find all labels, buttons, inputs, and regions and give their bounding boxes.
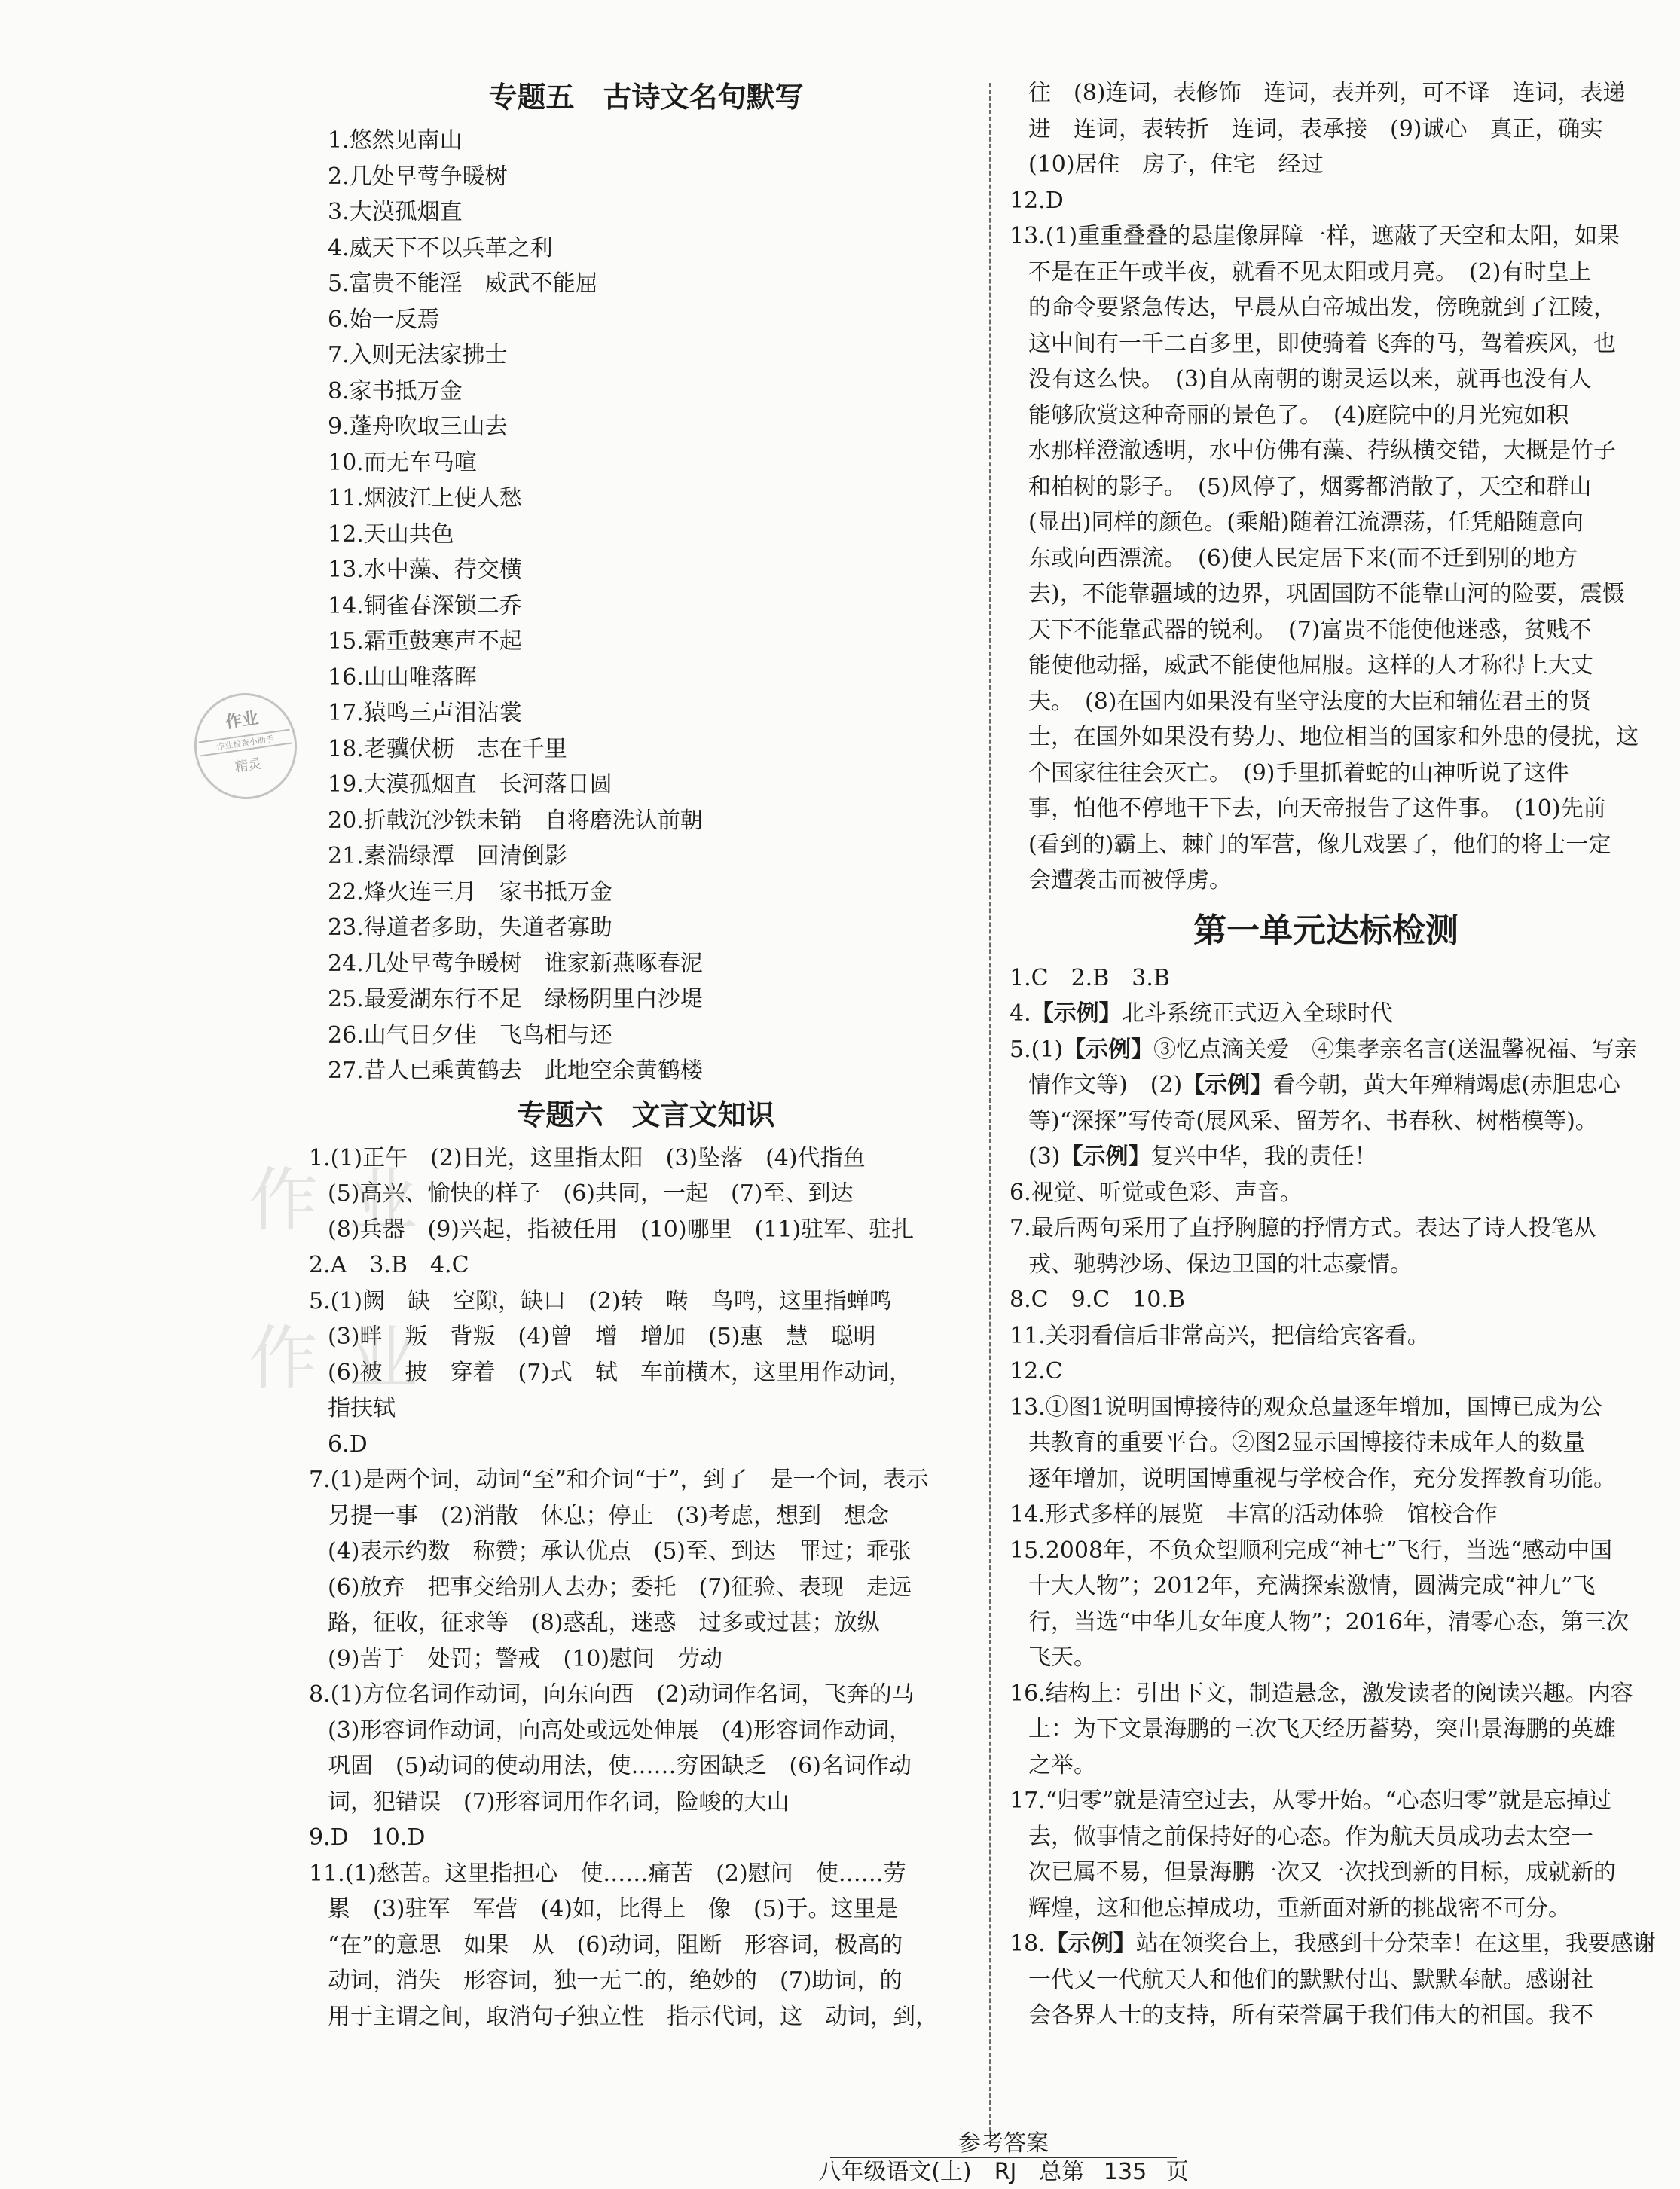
answer-line: (6)放弃 把事交给别人去办；委托 (7)征验、表现 走远	[328, 1574, 912, 1601]
answer-line: 水那样澄澈透明，水中仿佛有藻、荇纵横交错，大概是竹子	[1028, 438, 1616, 464]
q-number: 4.	[1010, 1000, 1031, 1027]
answer-line: 7.(1)是两个词，动词“至”和介词“于”，到了 是一个词，表示	[309, 1467, 929, 1493]
homework-stamp-logo	[188, 686, 304, 806]
example-tag: 【示例】	[1063, 1036, 1154, 1063]
answer-line: 8.家书抵万金	[328, 377, 463, 405]
answer-line: 戎、驰骋沙场、保边卫国的壮志豪情。	[1028, 1250, 1413, 1278]
answer-line: (4)表示约数 称赞；承认优点 (5)至、到达 罪过；乖张	[328, 1538, 912, 1565]
answer-line: (5)高兴、愉快的样子 (6)共同，一起 (7)至、到达	[328, 1180, 854, 1207]
answer-line: 20.折戟沉沙铁未销 自将磨洗认前朝	[328, 807, 703, 834]
answer-line: 之举。	[1028, 1751, 1096, 1778]
answer-line: 士，在国外如果没有势力、地位相当的国家和外患的侵扰，这	[1028, 724, 1639, 750]
answer-line: 去，做事情之前保持好的心态。作为航天员成功去太空一	[1028, 1823, 1593, 1850]
answer-line: 27.昔人已乘黄鹤去 此地空余黄鹤楼	[328, 1058, 703, 1084]
answer-line: 天下不能靠武器的锐利。 (7)富贵不能使他迷惑，贫贱不	[1028, 616, 1592, 643]
right-column	[1010, 75, 1656, 2034]
answer-line: 11.(1)愁苦。这里指担心 使……痛苦 (2)慰问 使……劳	[309, 1860, 906, 1887]
answer-text: 复兴中华，我的责任！	[1150, 1143, 1377, 1170]
answer-line: (显出)同样的颜色。(乘船)随着江流漂荡，任凭船随意向	[1028, 509, 1584, 536]
watermark: 作业	[249, 1318, 448, 1399]
answer-line: 13.①图1说明国博接待的观众总量逐年增加，国博已成为公	[1010, 1394, 1602, 1421]
answer-line: (6)被 披 穿着 (7)式 轼 车前横木，这里用作动词，	[328, 1359, 912, 1386]
answer-line: 逐年增加，说明国博重视与学校合作，充分发挥教育功能。	[1028, 1465, 1616, 1492]
answer-line: 一代又一代航天人和他们的默默付出、默默奉献。感谢社	[1028, 1966, 1593, 1993]
answer-line: 词，犯错误 (7)形容词用作名词，险峻的大山	[328, 1788, 790, 1815]
right-top-list	[1010, 75, 1642, 899]
answer-line: 动词，消失 形容词，独一无二的，绝妙的 (7)助词，的	[328, 1968, 903, 1994]
answer-line: 1.C 2.B 3.B	[1010, 964, 1170, 991]
answer-line: (3)形容词作动词，向高处或远处伸展 (4)形容词作动词，	[328, 1717, 912, 1744]
answer-line	[1010, 1032, 1642, 1068]
page-footer	[789, 2130, 1218, 2187]
answer-line: 7.入则无法家拂士	[328, 342, 508, 368]
stamp-middle-text: 作业检查小助手	[199, 729, 292, 757]
answer-line	[1010, 1926, 1656, 1962]
answer-line: 11.烟波江上使人愁	[328, 485, 522, 511]
answer-line: 6.始一反焉	[328, 306, 440, 333]
answer-text: 看今朝，黄大年殚精竭虑(赤胆忠心	[1272, 1072, 1620, 1098]
answer-line: 1.(1)正午 (2)日光，这里指太阳 (3)坠落 (4)代指鱼	[309, 1144, 866, 1171]
answer-line: 6.D	[328, 1430, 368, 1458]
answer-line: 能使他动摇，威武不能使他屈服。这样的人才称得上大丈	[1028, 652, 1593, 679]
answer-line: (9)苦于 处罚；警戒 (10)慰问 劳动	[328, 1645, 723, 1672]
answer-text: (3)	[1028, 1143, 1061, 1170]
answer-line: 18.老骥伏枥 志在千里	[328, 735, 567, 762]
answer-line: 19.大漠孤烟直 长河落日圆	[328, 771, 612, 798]
answer-line	[1010, 1139, 1642, 1175]
answer-line: 夫。 (8)在国内如果没有坚守法度的大臣和辅佐君王的贤	[1028, 688, 1592, 715]
answer-line: 13.(1)重重叠叠的悬崖像屏障一样，遮蔽了天空和太阳，如果	[1010, 223, 1620, 249]
answer-line: 4.威天下不以兵革之利	[328, 234, 553, 261]
answer-line: 1.悠然见南山	[328, 127, 463, 154]
answer-line: 东或向西漂流。 (6)使人民定居下来(而不迁到别的地方	[1028, 545, 1578, 572]
answer-text: 北斗系统正式迈入全球时代	[1121, 1000, 1393, 1027]
answer-line: 累 (3)驻军 军营 (4)如，比得上 像 (5)于。这里是	[328, 1896, 899, 1922]
answer-line: 11.关羽看信后非常高兴，把信给宾客看。	[1010, 1322, 1430, 1349]
answer-line: 个国家往往会灭亡。 (9)手里抓着蛇的山神听说了这件	[1028, 759, 1569, 786]
answer-line: 共教育的重要平台。②图2显示国博接待未成年人的数量	[1028, 1430, 1586, 1456]
answer-line: 7.最后两句采用了直抒胸臆的抒情方式。表达了诗人投笔从	[1010, 1215, 1596, 1241]
answer-line: (10)居住 房子，住宅 经过	[1028, 151, 1324, 178]
answer-line: 飞天。	[1028, 1644, 1096, 1671]
q-number: 18.	[1010, 1931, 1046, 1957]
stamp-bottom-text: 精灵	[234, 756, 263, 776]
example-tag: 【示例】	[1031, 1000, 1122, 1027]
answer-line: 辉煌，这和他忘掉成功，重新面对新的挑战密不可分。	[1028, 1894, 1571, 1922]
answer-line: (8)兵器 (9)兴起，指被任用 (10)哪里 (11)驻军、驻扎	[328, 1216, 915, 1243]
footer-page-number: 八年级语文(上) RJ 总第 135 页	[818, 2159, 1189, 2185]
answer-line: 等)“深探”写传奇(展风采、留芳名、书春秋、树楷模等)。	[1028, 1107, 1598, 1134]
unit1-answers	[1010, 1175, 1642, 1927]
answer-line: 9.蓬舟吹取三山去	[328, 414, 508, 440]
answer-line: 2.A 3.B 4.C	[309, 1252, 469, 1278]
answer-line: 没有这么快。 (3)自从南朝的谢灵运以来，就再也没有人	[1028, 366, 1592, 392]
watermark: 作业	[249, 1160, 448, 1241]
answer-line: 12.天山共色	[328, 521, 454, 548]
answer-line: 2.几处早莺争暖树	[328, 163, 508, 190]
section6-list	[309, 1140, 983, 2035]
answer-line: 不是在正午或半夜，就看不见太阳或月亮。 (2)有时皇上	[1028, 258, 1592, 285]
answer-line: 用于主谓之间，取消句子独立性 指示代词，这 动词，到，	[328, 2003, 938, 2030]
column-divider	[989, 83, 991, 2132]
answer-line: 23.得道者多助，失道者寡助	[328, 914, 612, 941]
answer-line: 往 (8)连词，表修饰 连词，表并列，可不译 连词，表递	[1028, 80, 1626, 106]
answer-line: 行，当选“中华儿女年度人物”；2016年，清零心态，第三次	[1028, 1608, 1630, 1635]
example-tag: 【示例】	[1182, 1072, 1273, 1098]
answer-line: 去)，不能靠疆域的边界，巩固国防不能靠山河的险要，震慑	[1028, 581, 1625, 607]
answer-line: 的命令要紧急传达，早晨从白帝城出发，傍晚就到了江陵，	[1028, 295, 1616, 321]
answer-line	[1010, 996, 1642, 1032]
answer-line: 上：为下文景海鹏的三次飞天经历蓄势，突出景海鹏的英雄	[1028, 1716, 1616, 1742]
answer-line: 事，怕他不停地干下去，向天帝报告了这件事。 (10)先前	[1028, 795, 1606, 822]
answer-line: 12.C	[1010, 1358, 1063, 1385]
answer-line: 进 连词，表转折 连词，表承接 (9)诚心 真正，确实	[1028, 115, 1603, 142]
answer-line: 指扶轼	[328, 1395, 396, 1421]
answer-line: 3.大漠孤烟直	[328, 199, 463, 225]
answer-line: 16.结构上：引出下文，制造悬念，激发读者的阅读兴趣。内容	[1010, 1680, 1633, 1707]
answer-line: 25.最爱湖东行不足 绿杨阴里白沙堤	[328, 986, 703, 1012]
answer-line: 16.山山唯落晖	[328, 664, 477, 691]
q-number: 5.(1)	[1010, 1036, 1064, 1063]
answer-line: 5.富贵不能淫 威武不能屈	[328, 270, 598, 297]
answer-line: 15.2008年，不负众望顺利完成“神七”飞行，当选“感动中国	[1010, 1537, 1613, 1564]
answer-text: 站在领奖台上，我感到十分荣幸！在这里，我要感谢	[1135, 1931, 1656, 1957]
section5-list	[309, 123, 983, 1089]
answer-line: (看到的)霸上、棘门的军营，像儿戏罢了，他们的将士一定	[1028, 831, 1611, 858]
stamp-top-text: 作业	[224, 709, 260, 733]
answer-line: 8.(1)方位名词作动词，向东向西 (2)动词作名词，飞奔的马	[309, 1681, 915, 1708]
answer-line: 这中间有一千二百多里，即使骑着飞奔的马，驾着疾风，也	[1028, 330, 1616, 357]
section5-title: 专题五 古诗文名句默写	[488, 81, 804, 114]
unit1-title: 第一单元达标检测	[1193, 911, 1459, 950]
answer-line: 巩固 (5)动词的使动用法，使……穷困缺乏 (6)名词作动	[328, 1753, 912, 1779]
answer-line: 会遭袭击而被俘虏。	[1028, 867, 1232, 893]
answer-line: 14.形式多样的展览 丰富的活动体验 馆校合作	[1010, 1501, 1498, 1528]
left-column	[309, 72, 983, 2035]
answer-line: (3)畔 叛 背叛 (4)曾 增 增加 (5)惠 慧 聪明	[328, 1323, 876, 1350]
answer-line: 17.猿鸣三声泪沾裳	[328, 700, 522, 726]
answer-line: 和柏树的影子。 (5)风停了，烟雾都消散了，天空和群山	[1028, 473, 1592, 500]
section6-title: 专题六 文言文知识	[517, 1098, 775, 1131]
answer-line: 5.(1)阙 缺 空隙，缺口 (2)转 啭 鸟鸣，这里指蝉鸣	[309, 1287, 892, 1314]
answer-line: 22.烽火连三月 家书抵万金	[328, 878, 612, 905]
example-tag: 【示例】	[1045, 1931, 1136, 1957]
footer-label	[789, 2130, 1218, 2157]
answer-text: 情作文等) (2)	[1028, 1072, 1183, 1098]
footer-label-text: 参考答案	[830, 2130, 1177, 2158]
answer-line: 15.霜重鼓寒声不起	[328, 628, 522, 655]
answer-line: 9.D 10.D	[309, 1824, 426, 1851]
answer-line: 14.铜雀春深锁二乔	[328, 592, 522, 619]
answer-line: 21.素湍绿潭 回清倒影	[328, 843, 567, 869]
answer-line: 路，征收，征求等 (8)惑乱，迷惑 过多或过甚；放纵	[328, 1610, 880, 1636]
answer-line: 6.视觉、听觉或色彩、声音。	[1010, 1179, 1303, 1206]
answer-line: 26.山气日夕佳 飞鸟相与还	[328, 1021, 612, 1049]
answer-line: 8.C 9.C 10.B	[1010, 1287, 1185, 1313]
answer-line: 24.几处早莺争暖树 谁家新燕啄春泥	[328, 950, 703, 977]
answer-line: 另提一事 (2)消散 休息；停止 (3)考虑，想到 想念	[328, 1502, 889, 1529]
answer-text: ③忆点滴关爱 ④集孝亲名言(送温馨祝福、写亲	[1153, 1036, 1637, 1063]
answer-line: 10.而无车马喧	[328, 449, 477, 476]
answer-line: 能够欣赏这种奇丽的景色了。 (4)庭院中的月光宛如积	[1028, 401, 1569, 429]
answer-line	[1010, 1067, 1642, 1104]
answer-line: “在”的意思 如果 从 (6)动词，阻断 形容词，极高的	[328, 1931, 903, 1958]
answer-line: 17.“归零”就是清空过去，从零开始。“心态归零”就是忘掉过	[1010, 1788, 1612, 1814]
answer-line: 次已属不易，但景海鹏一次又一次找到新的目标，成就新的	[1028, 1859, 1616, 1885]
answer-line: 十大人物”；2012年，充满探索激情，圆满完成“神九”飞	[1028, 1573, 1596, 1599]
answer-line: 13.水中藻、荇交横	[328, 557, 522, 583]
example-tag: 【示例】	[1060, 1143, 1151, 1170]
answer-line: 12.D	[1010, 187, 1064, 214]
answer-line: 会各界人士的支持，所有荣誉属于我们伟大的祖国。我不	[1028, 2002, 1593, 2029]
